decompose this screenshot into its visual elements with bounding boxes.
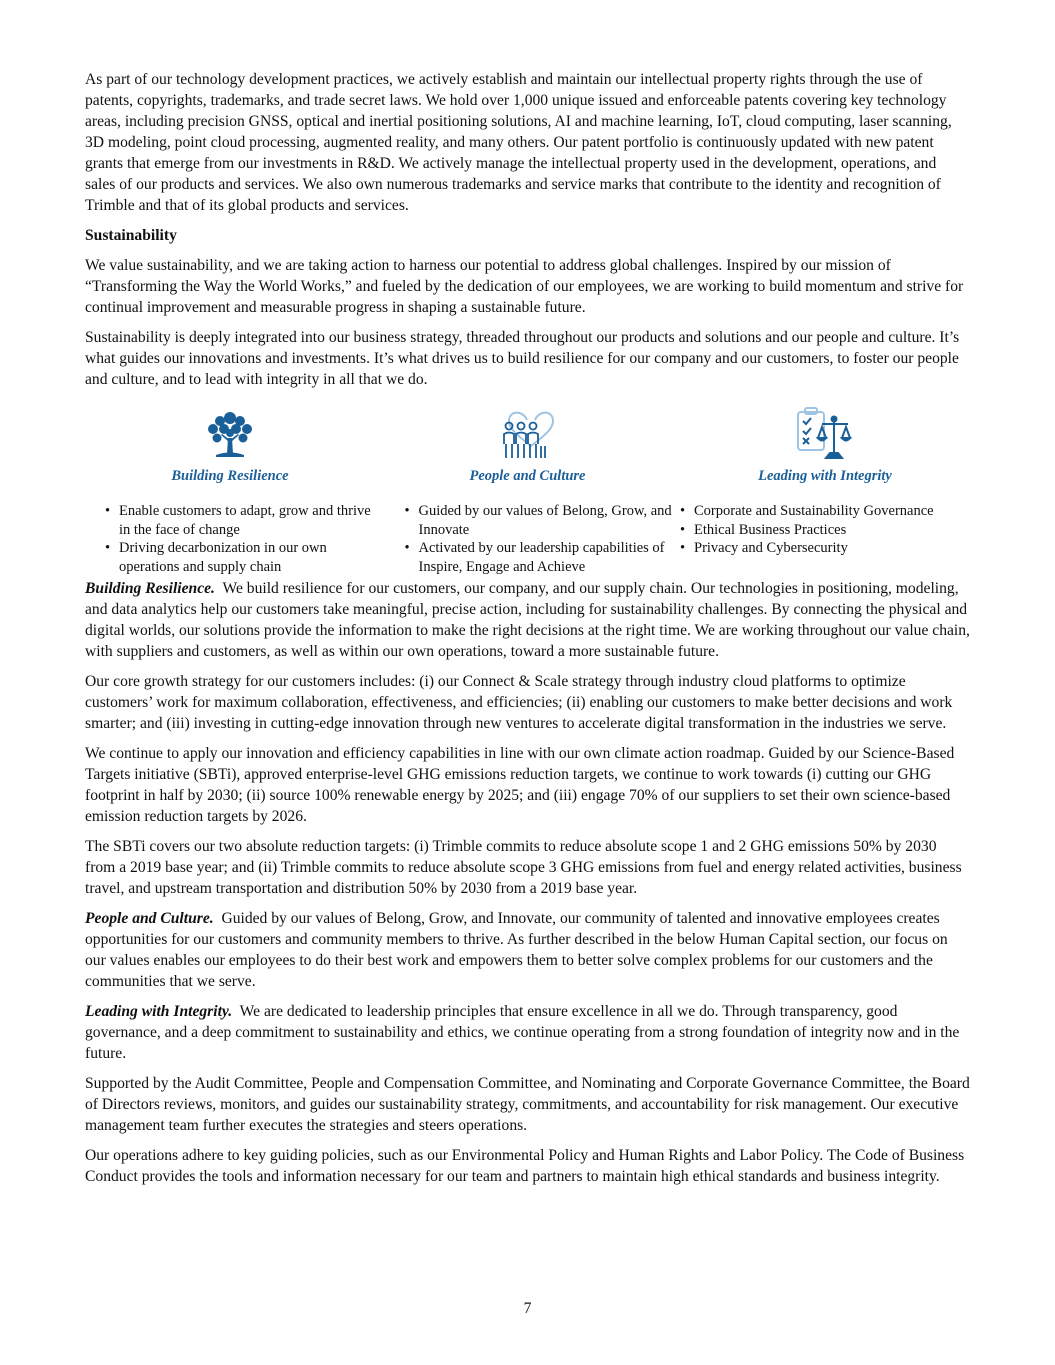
checklist-scales-icon bbox=[794, 406, 856, 462]
list-item: • Privacy and Cybersecurity bbox=[680, 539, 970, 558]
pillar-title-integrity: Leading with Integrity bbox=[758, 468, 892, 484]
pillar-building-resilience bbox=[85, 406, 375, 576]
resilience-text: We build resilience for our customers, our company, and our supply chain. Our technologies in positioning, modeling, and data analytics help our customers take meaningful, precise action, including for sustainability challenges. By connecting the physical and digital worlds, our solutions provide the information to make the right decisions at the right time. We are working throughout our value chain, with suppliers and customers, as well as within our own operations, toward a more sustainable future. bbox=[85, 580, 970, 660]
pillar-people-and-culture bbox=[383, 406, 673, 576]
pillar-bullets-resilience bbox=[85, 502, 375, 576]
people-paragraph bbox=[85, 908, 970, 992]
page-number: 7 bbox=[523, 1300, 532, 1317]
list-item: • Ethical Business Practices bbox=[680, 521, 970, 540]
people-text: Guided by our values of Belong, Grow, and Innovate, our community of talented and innovative employees creates opportunities for our customers and community members to thrive. As further described in the below Human Capital section, our focus on our values enables our employees to do their best work and empowers them to better solve complex problems for our customers and the communities that we serve. bbox=[85, 910, 948, 990]
resilience-paragraph-4: The SBTi covers our two absolute reduction targets: (i) Trimble commits to reduce absolute scope 1 and 2 GHG emissions 50% by 2030 from a 2019 base year; and (ii) Trimble commits to reduce absolute scope 3 GHG emissions from fuel and energy related activities, business travel, and upstream transportation and distribution 50% by 2030 from a 2019 base year. bbox=[85, 838, 962, 897]
page-content bbox=[85, 69, 970, 1196]
pillar-title-people: People and Culture bbox=[469, 468, 586, 484]
list-item: • Enable customers to adapt, grow and thrive in the face of change bbox=[105, 502, 375, 539]
integrity-paragraph-2: Supported by the Audit Committee, People and Compensation Committee, and Nominating and Corporate Governance Committee, the Board of Directors reviews, monitors, and guides our sustainability strategy, commitments, and accountability for risk management. Our executive management team further executes the strategies and steers operations. bbox=[85, 1075, 970, 1134]
list-item: • Driving decarbonization in our own operations and supply chain bbox=[105, 539, 375, 576]
intro-paragraph: As part of our technology development practices, we actively establish and maintain our intellectual property rights through the use of patents, copyrights, trademarks, and trade secret laws. We hold over 1,000 unique issued and enforceable patents covering key technology areas, including precision GNSS, optical and inertial positioning solutions, AI and machine learning, IoT, cloud computing, laser scanning, 3D modeling, point cloud processing, augmented reality, and many others. Our patent portfolio is continuously updated with new patent grants that emerge from our investments in R&D. We actively manage the intellectual property used in the development, operations, and sales of our products and services. We also own numerous trademarks and service marks that contribute to the identity and recognition of Trimble and that of its global products and services. bbox=[85, 71, 952, 214]
integrity-lead: Leading with Integrity. bbox=[85, 1003, 233, 1020]
tree-icon bbox=[204, 408, 256, 462]
people-heart-icon bbox=[497, 406, 559, 462]
integrity-paragraph-1 bbox=[85, 1001, 970, 1064]
pillar-title-resilience: Building Resilience bbox=[171, 468, 289, 484]
resilience-lead: Building Resilience. bbox=[85, 580, 215, 597]
sustainability-paragraph-2: Sustainability is deeply integrated into our business strategy, threaded throughout our products and solutions and our people and culture. It’s what guides our innovations and investments. It’s what drives us to build resilience for our company and our customers, to foster our people and culture, and to lead with integrity in all that we do. bbox=[85, 329, 960, 388]
list-item: • Activated by our leadership capabilities of Inspire, Engage and Achieve bbox=[405, 539, 673, 576]
integrity-paragraph-3: Our operations adhere to key guiding policies, such as our Environmental Policy and Human Rights and Labor Policy. The Code of Business Conduct provides the tools and information necessary for our team and partners to maintain high ethical standards and business integrity. bbox=[85, 1147, 965, 1185]
pillar-bullets-integrity bbox=[680, 502, 970, 558]
pillar-bullets-people bbox=[383, 502, 673, 576]
people-lead: People and Culture. bbox=[85, 910, 214, 927]
list-item: • Corporate and Sustainability Governance bbox=[680, 502, 970, 521]
resilience-paragraph-3: We continue to apply our innovation and efficiency capabilities in line with our own climate action roadmap. Guided by our Science-Based Targets initiative (SBTi), approved enterprise-level GHG emissions reduction targets, we continue to work towards (i) cutting our GHG footprint in half by 2030; (ii) source 100% renewable energy by 2025; and (iii) engage 70% of our suppliers to set their own science-based emission reduction targets by 2026. bbox=[85, 745, 955, 825]
sustainability-heading: Sustainability bbox=[85, 227, 177, 244]
sustainability-paragraph-1: We value sustainability, and we are taking action to harness our potential to address global challenges. Inspired by our mission of “Transforming the Way the World Works,” and fueled by the dedication of our employees, we are working to build momentum and strive for continual improvement and measurable progress in shaping a sustainable future. bbox=[85, 257, 964, 316]
resilience-paragraph-1 bbox=[85, 578, 970, 662]
integrity-text: We are dedicated to leadership principles that ensure excellence in all we do. Through transparency, good governance, and a deep commitment to sustainability and ethics, we continue operating from a strong foundation of integrity now and in the future. bbox=[85, 1003, 960, 1062]
pillar-leading-with-integrity bbox=[680, 406, 970, 576]
list-item: • Guided by our values of Belong, Grow, and Innovate bbox=[405, 502, 673, 539]
resilience-paragraph-2: Our core growth strategy for our customers includes: (i) our Connect & Scale strategy through industry cloud platforms to optimize customers’ work for maximum collaboration, effectiveness, and efficiencies; (ii) enabling our customers to make better decisions and work smarter; and (iii) investing in cutting-edge innovation through new ventures to accelerate digital transformation in the industries we serve. bbox=[85, 673, 953, 732]
sustainability-pillars bbox=[85, 406, 970, 576]
